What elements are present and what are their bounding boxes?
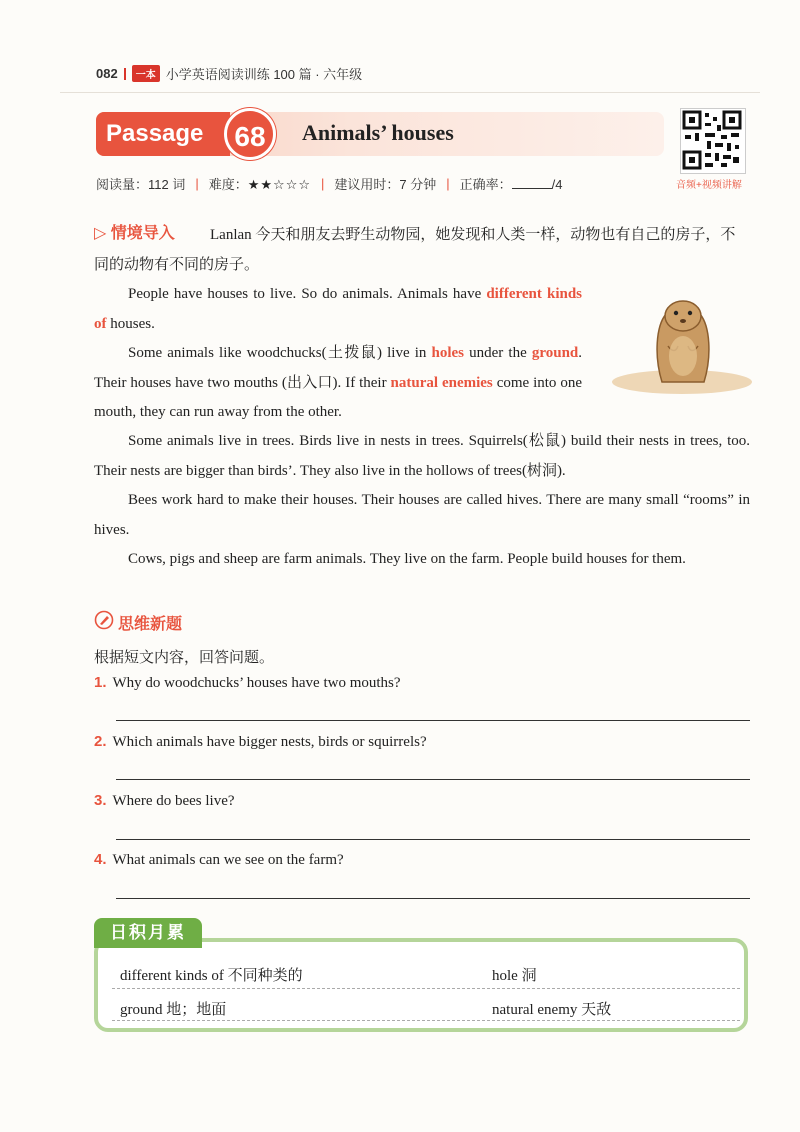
passage-title: Animals’ houses xyxy=(302,120,454,145)
header-rule xyxy=(60,92,760,93)
vocab-divider xyxy=(112,1020,740,1022)
vocab-item: different kinds of 不同种类的 xyxy=(120,968,303,984)
exercise-instruction: 根据短文内容，回答问题。 xyxy=(94,649,275,666)
brand-logo: 一本 xyxy=(132,65,160,82)
passage-number: 68 xyxy=(224,108,276,160)
answer-line-3[interactable] xyxy=(116,839,750,840)
woodchuck-illustration xyxy=(604,286,754,398)
question-2 xyxy=(94,733,427,751)
question-text: What animals can we see on the farm? xyxy=(112,852,344,868)
exercise-heading-text: 思维新题 xyxy=(118,616,183,633)
play-triangle-icon: ▷ xyxy=(94,225,107,242)
intro-heading-text: 情境导入 xyxy=(110,225,175,242)
paragraph-2 xyxy=(94,339,582,428)
answer-line-4[interactable] xyxy=(116,898,750,899)
question-text: Which animals have bigger nests, birds or squirrels? xyxy=(112,734,427,750)
vocab-item: ground 地；地面 xyxy=(120,1002,227,1018)
accuracy xyxy=(460,174,563,193)
suggested-time: 建议用时：7 分钟 xyxy=(334,177,437,192)
paragraph-3: Some animals live in trees. Birds live in nests in trees. Squirrels(松鼠) build their nests in trees, too. Their nests are bigger than birds’. They also live in the hollows of trees(树洞). xyxy=(94,433,750,479)
qr-code-icon[interactable] xyxy=(680,108,746,174)
difficulty-stars-icon: ★★☆☆☆ xyxy=(247,177,312,192)
paragraph-1 xyxy=(94,280,582,339)
accuracy-blank[interactable] xyxy=(512,176,552,189)
question-number: 2. xyxy=(94,733,107,750)
answer-line-1[interactable] xyxy=(116,720,750,721)
difficulty xyxy=(209,174,311,193)
qr-caption: 音频+视频讲解 xyxy=(676,180,742,191)
question-1 xyxy=(94,674,401,692)
info-separator: | xyxy=(446,176,450,191)
accuracy-total: /4 xyxy=(551,177,563,192)
question-4 xyxy=(94,851,344,869)
exercise-heading xyxy=(94,610,182,635)
p2-text-a: Some animals like woodchucks(土拨鼠) live in xyxy=(128,345,427,361)
p1-text-a: People have houses to live. So do animals. Animals have xyxy=(128,286,482,302)
vocab-item: natural enemy 天敌 xyxy=(492,1002,612,1018)
question-number: 4. xyxy=(94,851,107,868)
accuracy-label: 正确率： xyxy=(459,177,512,192)
vocab-heading: 日积月累 xyxy=(94,918,202,948)
book-title: 小学英语阅读训练 100 篇 · 六年级 xyxy=(165,67,363,82)
paragraph-5: Cows, pigs and sheep are farm animals. They live on the farm. People build houses for them. xyxy=(128,551,686,567)
p1-text-b: houses. xyxy=(110,315,155,332)
page-number: 082 xyxy=(96,66,118,81)
question-3 xyxy=(94,792,235,810)
question-text: Why do woodchucks’ houses have two mouths? xyxy=(112,675,401,691)
p2-text-c: . Their houses have two mouths (出入口). If their xyxy=(94,345,583,391)
p2-highlight-ground: ground xyxy=(531,345,579,361)
page-header xyxy=(96,64,362,83)
info-row xyxy=(96,174,563,193)
answer-line-2[interactable] xyxy=(116,779,750,780)
difficulty-label: 难度： xyxy=(208,177,248,192)
question-number: 3. xyxy=(94,792,107,809)
header-divider xyxy=(124,68,126,80)
reading-amount: 阅读量：112 词 xyxy=(96,177,186,192)
p2-text-b: under the xyxy=(469,345,527,361)
vocab-divider xyxy=(112,988,740,990)
passage-label: Passage xyxy=(96,112,230,156)
info-separator: | xyxy=(195,176,199,191)
p2-highlight-enemies: natural enemies xyxy=(390,374,493,391)
vocab-item: hole 洞 xyxy=(492,968,537,984)
pen-icon xyxy=(94,610,114,635)
p1-highlight: different kinds of xyxy=(94,286,583,332)
question-text: Where do bees live? xyxy=(112,793,235,809)
info-separator: | xyxy=(321,176,325,191)
p2-text-d: come into one mouth, they can run away from the other. xyxy=(94,374,583,420)
question-number: 1. xyxy=(94,674,107,691)
p2-highlight-holes: holes xyxy=(431,345,465,361)
paragraph-4: Bees work hard to make their houses. Their houses are called hives. There are many small “rooms” in hives. xyxy=(94,492,750,538)
intro-text: Lanlan 今天和朋友去野生动物园，她发现和人类一样，动物也有自己的房子，不同的动物有不同的房子。 xyxy=(94,227,736,273)
